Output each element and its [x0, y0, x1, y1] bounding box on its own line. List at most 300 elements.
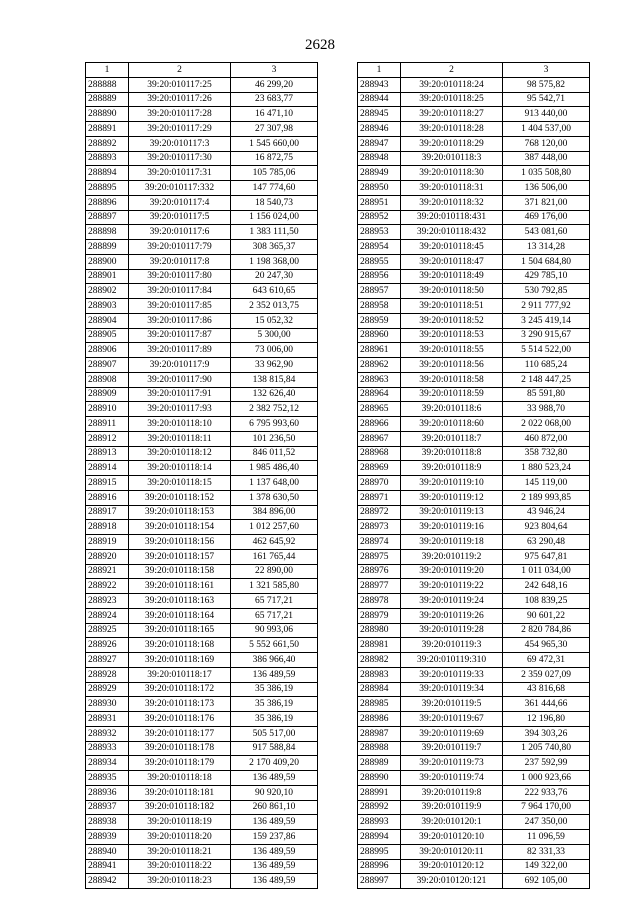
- row-number-cell: 288988: [358, 741, 401, 756]
- cadastral-number-cell: 39:20:010118:52: [401, 313, 503, 328]
- column-header-3: 3: [231, 63, 318, 78]
- row-number-cell: 288897: [86, 210, 129, 225]
- table-row: [358, 417, 590, 432]
- cadastral-number-cell: 39:20:010118:50: [401, 284, 503, 299]
- value-cell: 371 821,00: [503, 195, 590, 210]
- table-row: [86, 299, 318, 314]
- cadastral-number-cell: 39:20:010117:93: [129, 402, 231, 417]
- cadastral-number-cell: 39:20:010119:9: [401, 800, 503, 815]
- cadastral-number-cell: 39:20:010119:10: [401, 476, 503, 491]
- row-number-cell: 288984: [358, 682, 401, 697]
- row-number-cell: 288969: [358, 461, 401, 476]
- cadastral-number-cell: 39:20:010120:10: [401, 830, 503, 845]
- row-number-cell: 288924: [86, 608, 129, 623]
- row-number-cell: 288937: [86, 800, 129, 815]
- table-row: [358, 800, 590, 815]
- table-row: [358, 815, 590, 830]
- value-cell: 1 156 024,00: [231, 210, 318, 225]
- cadastral-number-cell: 39:20:010120:12: [401, 859, 503, 874]
- value-cell: 2 170 409,20: [231, 756, 318, 771]
- value-cell: 43 816,68: [503, 682, 590, 697]
- row-number-cell: 288917: [86, 505, 129, 520]
- cadastral-number-cell: 39:20:010117:5: [129, 210, 231, 225]
- row-number-cell: 288982: [358, 653, 401, 668]
- row-number-cell: 288996: [358, 859, 401, 874]
- value-cell: 1 205 740,80: [503, 741, 590, 756]
- value-cell: 1 378 630,50: [231, 490, 318, 505]
- value-cell: 1 880 523,24: [503, 461, 590, 476]
- row-number-cell: 288989: [358, 756, 401, 771]
- cadastral-number-cell: 39:20:010117:85: [129, 299, 231, 314]
- row-number-cell: 288965: [358, 402, 401, 417]
- value-cell: 13 314,28: [503, 240, 590, 255]
- value-cell: 35 386,19: [231, 712, 318, 727]
- table-row: [86, 638, 318, 653]
- table-row: [86, 726, 318, 741]
- row-number-cell: 288919: [86, 535, 129, 550]
- table-row: [86, 387, 318, 402]
- value-cell: 6 795 993,60: [231, 417, 318, 432]
- value-cell: 1 035 508,80: [503, 166, 590, 181]
- cadastral-number-cell: 39:20:010118:153: [129, 505, 231, 520]
- row-number-cell: 288977: [358, 579, 401, 594]
- table-row: [358, 859, 590, 874]
- cadastral-number-cell: 39:20:010118:181: [129, 785, 231, 800]
- table-row: [358, 741, 590, 756]
- row-number-cell: 288935: [86, 771, 129, 786]
- row-number-cell: 288983: [358, 667, 401, 682]
- row-number-cell: 288974: [358, 535, 401, 550]
- value-cell: 1 545 660,00: [231, 136, 318, 151]
- row-number-cell: 288941: [86, 859, 129, 874]
- row-number-cell: 288992: [358, 800, 401, 815]
- row-number-cell: 288890: [86, 107, 129, 122]
- row-number-cell: 288909: [86, 387, 129, 402]
- value-cell: 136 489,59: [231, 874, 318, 889]
- value-cell: 1 404 537,00: [503, 122, 590, 137]
- row-number-cell: 288971: [358, 490, 401, 505]
- cadastral-number-cell: 39:20:010118:51: [401, 299, 503, 314]
- row-number-cell: 288914: [86, 461, 129, 476]
- row-number-cell: 288926: [86, 638, 129, 653]
- value-cell: 530 792,85: [503, 284, 590, 299]
- row-number-cell: 288932: [86, 726, 129, 741]
- table-row: [358, 785, 590, 800]
- table-row: [358, 623, 590, 638]
- table-row: [86, 181, 318, 196]
- cadastral-number-cell: 39:20:010119:7: [401, 741, 503, 756]
- cadastral-number-cell: 39:20:010119:26: [401, 608, 503, 623]
- value-cell: 90 920,10: [231, 785, 318, 800]
- row-number-cell: 288966: [358, 417, 401, 432]
- cadastral-number-cell: 39:20:010118:18: [129, 771, 231, 786]
- table-row: [358, 830, 590, 845]
- value-cell: 149 322,00: [503, 859, 590, 874]
- table-row: [86, 535, 318, 550]
- cadastral-number-cell: 39:20:010118:176: [129, 712, 231, 727]
- table-row: [86, 328, 318, 343]
- value-cell: 2 148 447,25: [503, 372, 590, 387]
- data-table-left: [85, 62, 318, 889]
- table-row: [86, 476, 318, 491]
- cadastral-number-cell: 39:20:010118:169: [129, 653, 231, 668]
- table-row: [358, 726, 590, 741]
- table-row: [358, 343, 590, 358]
- cadastral-number-cell: 39:20:010118:7: [401, 431, 503, 446]
- value-cell: 1 011 034,00: [503, 564, 590, 579]
- value-cell: 643 610,65: [231, 284, 318, 299]
- cadastral-number-cell: 39:20:010118:10: [129, 417, 231, 432]
- cadastral-number-cell: 39:20:010119:74: [401, 771, 503, 786]
- table-row: [358, 372, 590, 387]
- table-row: [358, 151, 590, 166]
- table-row: [358, 874, 590, 889]
- value-cell: 358 732,80: [503, 446, 590, 461]
- table-row: [358, 299, 590, 314]
- cadastral-number-cell: 39:20:010118:8: [401, 446, 503, 461]
- table-row: [358, 505, 590, 520]
- value-cell: 3 290 915,67: [503, 328, 590, 343]
- cadastral-number-cell: 39:20:010118:163: [129, 594, 231, 609]
- table-row: [86, 417, 318, 432]
- table-row: [86, 505, 318, 520]
- cadastral-number-cell: 39:20:010119:16: [401, 520, 503, 535]
- value-cell: 136 506,00: [503, 181, 590, 196]
- row-number-cell: 288908: [86, 372, 129, 387]
- cadastral-number-cell: 39:20:010118:45: [401, 240, 503, 255]
- value-cell: 95 542,71: [503, 92, 590, 107]
- cadastral-number-cell: 39:20:010118:56: [401, 358, 503, 373]
- value-cell: 73 006,00: [231, 343, 318, 358]
- cadastral-number-cell: 39:20:010118:55: [401, 343, 503, 358]
- row-number-cell: 288972: [358, 505, 401, 520]
- value-cell: 82 331,33: [503, 844, 590, 859]
- table-row: [86, 844, 318, 859]
- value-cell: 35 386,19: [231, 682, 318, 697]
- row-number-cell: 288956: [358, 269, 401, 284]
- row-number-cell: 288955: [358, 254, 401, 269]
- table-row: [358, 490, 590, 505]
- value-cell: 65 717,21: [231, 594, 318, 609]
- row-number-cell: 288928: [86, 667, 129, 682]
- value-cell: 145 119,00: [503, 476, 590, 491]
- value-cell: 136 489,59: [231, 667, 318, 682]
- value-cell: 65 717,21: [231, 608, 318, 623]
- cadastral-number-cell: 39:20:010119:22: [401, 579, 503, 594]
- row-number-cell: 288911: [86, 417, 129, 432]
- table-row: [358, 756, 590, 771]
- value-cell: 692 105,00: [503, 874, 590, 889]
- row-number-cell: 288952: [358, 210, 401, 225]
- value-cell: 27 307,98: [231, 122, 318, 137]
- value-cell: 1 985 486,40: [231, 461, 318, 476]
- table-row: [358, 284, 590, 299]
- header-row: [86, 63, 318, 78]
- row-number-cell: 288987: [358, 726, 401, 741]
- value-cell: 505 517,00: [231, 726, 318, 741]
- cadastral-number-cell: 39:20:010118:158: [129, 564, 231, 579]
- table-row: [358, 195, 590, 210]
- table-row: [358, 431, 590, 446]
- row-number-cell: 288943: [358, 77, 401, 92]
- table-row: [86, 549, 318, 564]
- table-row: [86, 77, 318, 92]
- table-row: [86, 136, 318, 151]
- cadastral-number-cell: 39:20:010119:2: [401, 549, 503, 564]
- cadastral-number-cell: 39:20:010118:165: [129, 623, 231, 638]
- cadastral-number-cell: 39:20:010117:89: [129, 343, 231, 358]
- table-row: [86, 461, 318, 476]
- cadastral-number-cell: 39:20:010119:13: [401, 505, 503, 520]
- cadastral-number-cell: 39:20:010118:12: [129, 446, 231, 461]
- table-row: [86, 343, 318, 358]
- value-cell: 1 321 585,80: [231, 579, 318, 594]
- value-cell: 1 198 368,00: [231, 254, 318, 269]
- column-header-2: 2: [401, 63, 503, 78]
- column-header-1: 1: [86, 63, 129, 78]
- value-cell: 11 096,59: [503, 830, 590, 845]
- row-number-cell: 288929: [86, 682, 129, 697]
- row-number-cell: 288990: [358, 771, 401, 786]
- table-row: [86, 372, 318, 387]
- cadastral-number-cell: 39:20:010119:20: [401, 564, 503, 579]
- cadastral-number-cell: 39:20:010118:156: [129, 535, 231, 550]
- row-number-cell: 288936: [86, 785, 129, 800]
- value-cell: 46 299,20: [231, 77, 318, 92]
- row-number-cell: 288947: [358, 136, 401, 151]
- row-number-cell: 288968: [358, 446, 401, 461]
- table-row: [86, 92, 318, 107]
- table-row: [358, 225, 590, 240]
- cadastral-number-cell: 39:20:010117:26: [129, 92, 231, 107]
- table-row: [86, 800, 318, 815]
- row-number-cell: 288939: [86, 830, 129, 845]
- cadastral-number-cell: 39:20:010118:152: [129, 490, 231, 505]
- table-row: [86, 254, 318, 269]
- value-cell: 1 012 257,60: [231, 520, 318, 535]
- value-cell: 12 196,80: [503, 712, 590, 727]
- cadastral-number-cell: 39:20:010119:12: [401, 490, 503, 505]
- row-number-cell: 288946: [358, 122, 401, 137]
- cadastral-number-cell: 39:20:010119:310: [401, 653, 503, 668]
- table-row: [358, 594, 590, 609]
- table-row: [86, 520, 318, 535]
- cadastral-number-cell: 39:20:010119:34: [401, 682, 503, 697]
- value-cell: 136 489,59: [231, 771, 318, 786]
- row-number-cell: 288993: [358, 815, 401, 830]
- cadastral-number-cell: 39:20:010119:69: [401, 726, 503, 741]
- table-row: [358, 844, 590, 859]
- table-row: [358, 387, 590, 402]
- value-cell: 7 964 170,00: [503, 800, 590, 815]
- row-number-cell: 288980: [358, 623, 401, 638]
- row-number-cell: 288930: [86, 697, 129, 712]
- table-row: [358, 476, 590, 491]
- row-number-cell: 288889: [86, 92, 129, 107]
- value-cell: 917 588,84: [231, 741, 318, 756]
- table-row: [86, 682, 318, 697]
- row-number-cell: 288940: [86, 844, 129, 859]
- cadastral-number-cell: 39:20:010118:178: [129, 741, 231, 756]
- table-row: [358, 564, 590, 579]
- row-number-cell: 288944: [358, 92, 401, 107]
- table-row: [86, 431, 318, 446]
- cadastral-number-cell: 39:20:010118:21: [129, 844, 231, 859]
- value-cell: 43 946,24: [503, 505, 590, 520]
- value-cell: 462 645,92: [231, 535, 318, 550]
- table-row: [358, 446, 590, 461]
- value-cell: 1 137 648,00: [231, 476, 318, 491]
- cadastral-number-cell: 39:20:010118:30: [401, 166, 503, 181]
- row-number-cell: 288964: [358, 387, 401, 402]
- cadastral-number-cell: 39:20:010119:8: [401, 785, 503, 800]
- row-number-cell: 288963: [358, 372, 401, 387]
- cadastral-number-cell: 39:20:010118:28: [401, 122, 503, 137]
- table-row: [358, 549, 590, 564]
- value-cell: 260 861,10: [231, 800, 318, 815]
- cadastral-number-cell: 39:20:010118:431: [401, 210, 503, 225]
- data-table-right: [357, 62, 590, 889]
- cadastral-number-cell: 39:20:010118:23: [129, 874, 231, 889]
- cadastral-number-cell: 39:20:010118:432: [401, 225, 503, 240]
- cadastral-number-cell: 39:20:010118:17: [129, 667, 231, 682]
- cadastral-number-cell: 39:20:010119:73: [401, 756, 503, 771]
- value-cell: 768 120,00: [503, 136, 590, 151]
- row-number-cell: 288991: [358, 785, 401, 800]
- cadastral-number-cell: 39:20:010120:121: [401, 874, 503, 889]
- row-number-cell: 288927: [86, 653, 129, 668]
- table-row: [86, 210, 318, 225]
- cadastral-number-cell: 39:20:010117:28: [129, 107, 231, 122]
- cadastral-number-cell: 39:20:010118:182: [129, 800, 231, 815]
- row-number-cell: 288951: [358, 195, 401, 210]
- cadastral-number-cell: 39:20:010118:15: [129, 476, 231, 491]
- table-row: [358, 402, 590, 417]
- cadastral-number-cell: 39:20:010118:47: [401, 254, 503, 269]
- table-row: [358, 638, 590, 653]
- cadastral-number-cell: 39:20:010118:154: [129, 520, 231, 535]
- row-number-cell: 288981: [358, 638, 401, 653]
- row-number-cell: 288997: [358, 874, 401, 889]
- row-number-cell: 288922: [86, 579, 129, 594]
- table-row: [358, 771, 590, 786]
- row-number-cell: 288960: [358, 328, 401, 343]
- row-number-cell: 288979: [358, 608, 401, 623]
- row-number-cell: 288973: [358, 520, 401, 535]
- cadastral-number-cell: 39:20:010118:24: [401, 77, 503, 92]
- cadastral-number-cell: 39:20:010117:25: [129, 77, 231, 92]
- table-row: [358, 122, 590, 137]
- row-number-cell: 288894: [86, 166, 129, 181]
- cadastral-number-cell: 39:20:010118:179: [129, 756, 231, 771]
- row-number-cell: 288957: [358, 284, 401, 299]
- cadastral-number-cell: 39:20:010118:29: [401, 136, 503, 151]
- value-cell: 387 448,00: [503, 151, 590, 166]
- table-row: [86, 107, 318, 122]
- cadastral-number-cell: 39:20:010118:27: [401, 107, 503, 122]
- table-row: [86, 830, 318, 845]
- cadastral-number-cell: 39:20:010117:84: [129, 284, 231, 299]
- cadastral-number-cell: 39:20:010118:49: [401, 269, 503, 284]
- table-row: [86, 195, 318, 210]
- value-cell: 1 504 684,80: [503, 254, 590, 269]
- value-cell: 1 000 923,66: [503, 771, 590, 786]
- value-cell: 2 352 013,75: [231, 299, 318, 314]
- value-cell: 2 359 027,09: [503, 667, 590, 682]
- table-row: [358, 107, 590, 122]
- cadastral-number-cell: 39:20:010117:4: [129, 195, 231, 210]
- row-number-cell: 288921: [86, 564, 129, 579]
- value-cell: 3 245 419,14: [503, 313, 590, 328]
- cadastral-number-cell: 39:20:010118:58: [401, 372, 503, 387]
- row-number-cell: 288945: [358, 107, 401, 122]
- value-cell: 132 626,40: [231, 387, 318, 402]
- cadastral-number-cell: 39:20:010119:28: [401, 623, 503, 638]
- table-row: [358, 166, 590, 181]
- row-number-cell: 288959: [358, 313, 401, 328]
- row-number-cell: 288978: [358, 594, 401, 609]
- cadastral-number-cell: 39:20:010119:3: [401, 638, 503, 653]
- cadastral-number-cell: 39:20:010119:5: [401, 697, 503, 712]
- cadastral-number-cell: 39:20:010117:29: [129, 122, 231, 137]
- table-row: [358, 535, 590, 550]
- cadastral-number-cell: 39:20:010119:33: [401, 667, 503, 682]
- row-number-cell: 288925: [86, 623, 129, 638]
- table-row: [86, 225, 318, 240]
- value-cell: 136 489,59: [231, 859, 318, 874]
- value-cell: 386 966,40: [231, 653, 318, 668]
- table-row: [86, 741, 318, 756]
- header-row: [358, 63, 590, 78]
- table-row: [86, 623, 318, 638]
- cadastral-number-cell: 39:20:010118:173: [129, 697, 231, 712]
- row-number-cell: 288994: [358, 830, 401, 845]
- cadastral-number-cell: 39:20:010118:19: [129, 815, 231, 830]
- value-cell: 35 386,19: [231, 697, 318, 712]
- page-number: 2628: [305, 37, 335, 53]
- cadastral-number-cell: 39:20:010118:60: [401, 417, 503, 432]
- cadastral-number-cell: 39:20:010118:168: [129, 638, 231, 653]
- row-number-cell: 288901: [86, 269, 129, 284]
- value-cell: 110 685,24: [503, 358, 590, 373]
- row-number-cell: 288918: [86, 520, 129, 535]
- value-cell: 63 290,48: [503, 535, 590, 550]
- row-number-cell: 288975: [358, 549, 401, 564]
- value-cell: 2 189 993,85: [503, 490, 590, 505]
- value-cell: 975 647,81: [503, 549, 590, 564]
- column-header-1: 1: [358, 63, 401, 78]
- row-number-cell: 288950: [358, 181, 401, 196]
- cadastral-number-cell: 39:20:010118:3: [401, 151, 503, 166]
- value-cell: 23 683,77: [231, 92, 318, 107]
- cadastral-number-cell: 39:20:010118:14: [129, 461, 231, 476]
- row-number-cell: 288906: [86, 343, 129, 358]
- row-number-cell: 288912: [86, 431, 129, 446]
- value-cell: 69 472,31: [503, 653, 590, 668]
- cadastral-number-cell: 39:20:010118:53: [401, 328, 503, 343]
- table-row: [86, 269, 318, 284]
- value-cell: 22 890,00: [231, 564, 318, 579]
- row-number-cell: 288893: [86, 151, 129, 166]
- row-number-cell: 288962: [358, 358, 401, 373]
- table-row: [86, 815, 318, 830]
- table-row: [358, 92, 590, 107]
- row-number-cell: 288985: [358, 697, 401, 712]
- value-cell: 136 489,59: [231, 815, 318, 830]
- value-cell: 5 552 661,50: [231, 638, 318, 653]
- row-number-cell: 288954: [358, 240, 401, 255]
- cadastral-number-cell: 39:20:010117:90: [129, 372, 231, 387]
